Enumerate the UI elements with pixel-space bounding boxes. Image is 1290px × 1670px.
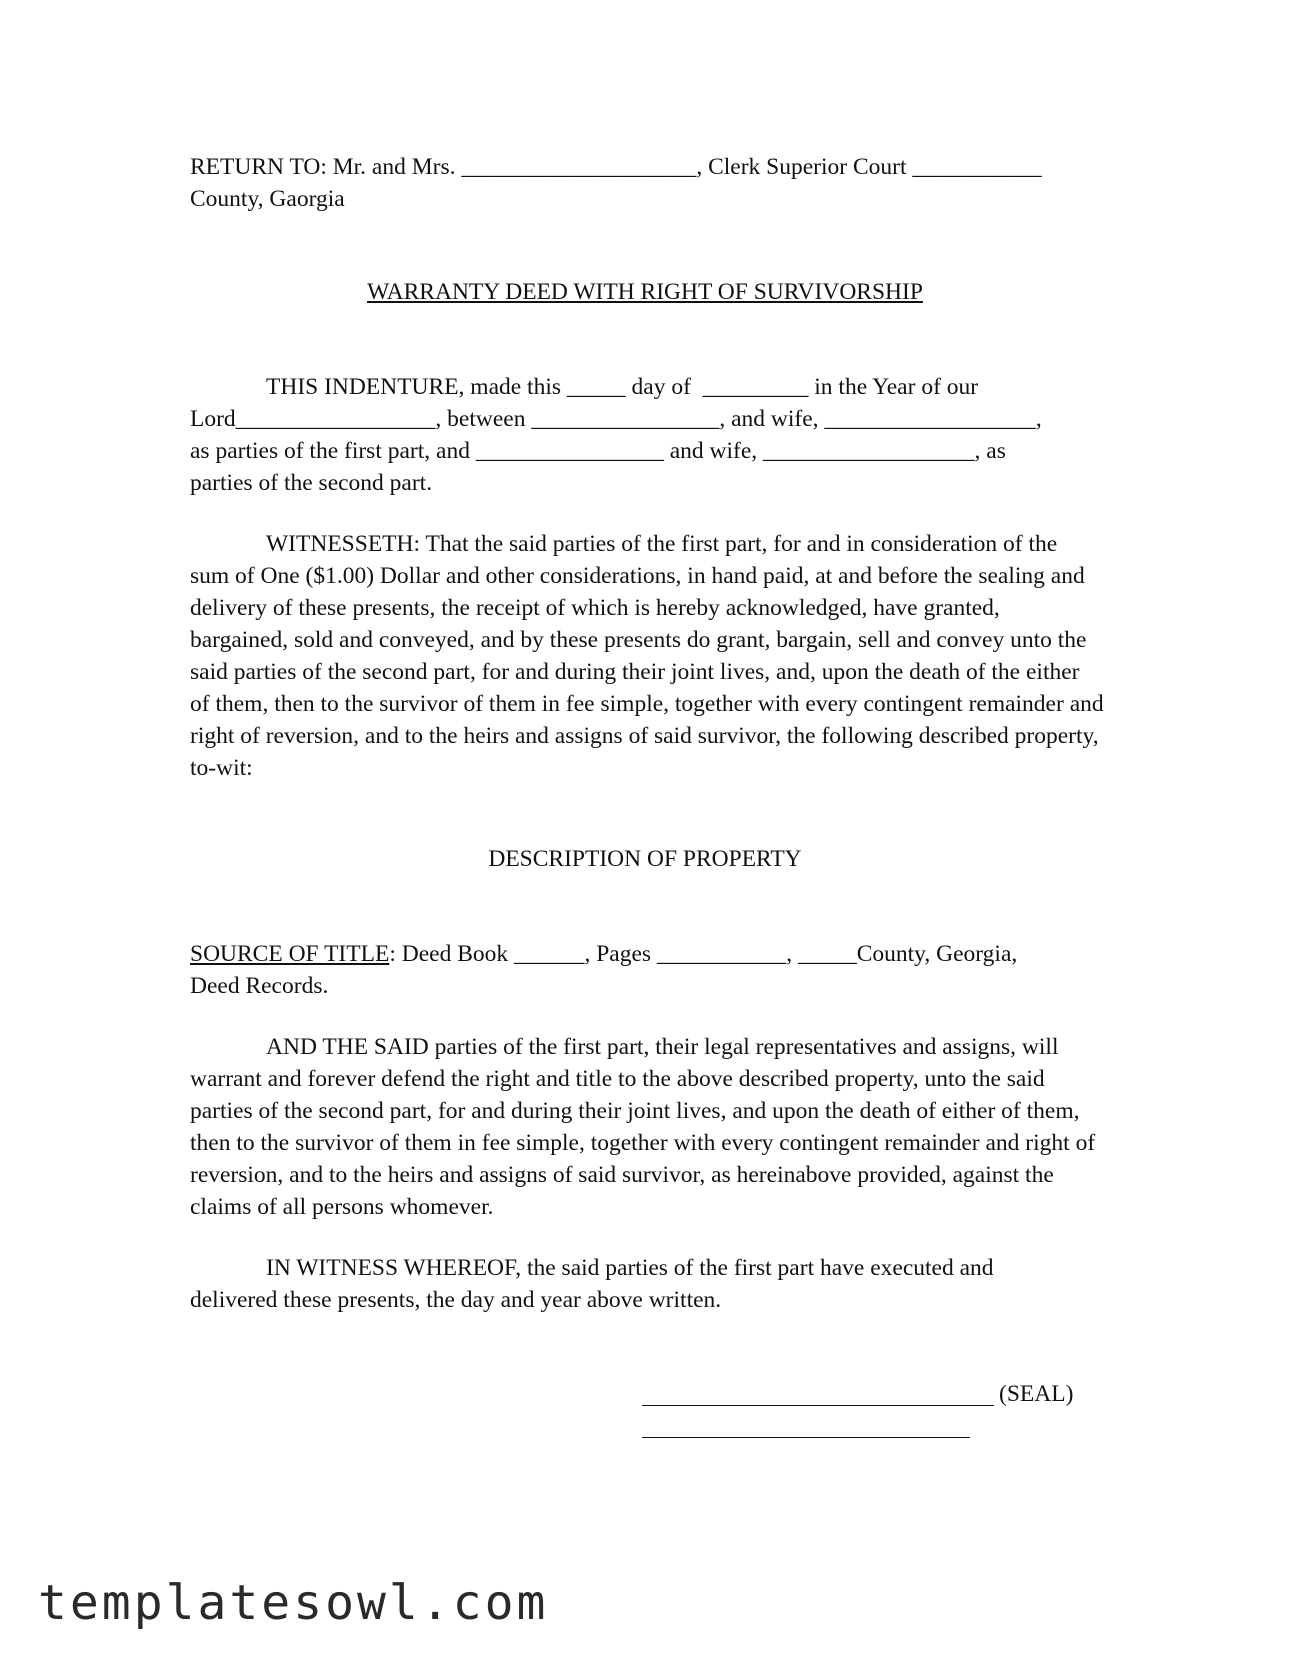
warranty-line: parties of the second part, for and during their joint lives, and upon the death of either of them,	[190, 1098, 1080, 1124]
in-witness-line: delivered these presents, the day and year above written.	[190, 1287, 722, 1313]
signature-line-2	[642, 1437, 970, 1438]
return-to-line-2: County, Gaorgia	[190, 186, 345, 212]
document-title: WARRANTY DEED WITH RIGHT OF SURVIVORSHIP	[367, 279, 923, 305]
witnesseth-line: WITNESSETH: That the said parties of the first part, for and in consideration of the	[266, 531, 1058, 557]
description-heading: DESCRIPTION OF PROPERTY	[488, 846, 802, 872]
source-of-title-line-2: Deed Records.	[190, 973, 329, 999]
witnesseth-line: bargained, sold and conveyed, and by these presents do grant, bargain, sell and convey unto the	[190, 627, 1087, 653]
templatesowl-watermark: templatesowl.com	[38, 1575, 549, 1631]
witnesseth-line: sum of One ($1.00) Dollar and other considerations, in hand paid, at and before the sealing and	[190, 563, 1085, 589]
source-of-title-text: : Deed Book ______, Pages ___________, _____County, Georgia,	[389, 941, 1018, 967]
in-witness-line: IN WITNESS WHEREOF, the said parties of the first part have executed and	[266, 1255, 994, 1281]
source-of-title-label: SOURCE OF TITLE	[190, 941, 390, 967]
indenture-line: THIS INDENTURE, made this _____ day of _________ in the Year of our	[266, 374, 979, 400]
witnesseth-line: to-wit:	[190, 755, 253, 781]
warranty-line: claims of all persons whomever.	[190, 1194, 494, 1220]
warranty-line: AND THE SAID parties of the first part, their legal representatives and assigns, will	[266, 1034, 1059, 1060]
warranty-line: reversion, and to the heirs and assigns of said survivor, as hereinabove provided, against the	[190, 1162, 1054, 1188]
warranty-line: then to the survivor of them in fee simple, together with every contingent remainder and right of	[190, 1130, 1096, 1156]
indenture-line: parties of the second part.	[190, 470, 433, 496]
witnesseth-line: delivery of these presents, the receipt of which is hereby acknowledged, have granted,	[190, 595, 1000, 621]
witnesseth-line: right of reversion, and to the heirs and assigns of said survivor, the following described property,	[190, 723, 1099, 749]
warranty-line: warrant and forever defend the right and title to the above described property, unto the said	[190, 1066, 1045, 1092]
return-to-line-1: RETURN TO: Mr. and Mrs. ____________________, Clerk Superior Court ___________	[190, 154, 1042, 180]
indenture-line: Lord_________________, between ________________, and wife, __________________,	[190, 406, 1042, 432]
signature-line-1	[642, 1405, 994, 1406]
witnesseth-line: said parties of the second part, for and during their joint lives, and, upon the death of the either	[190, 659, 1080, 685]
witnesseth-line: of them, then to the survivor of them in fee simple, together with every contingent remainder and	[190, 691, 1104, 717]
seal-label: (SEAL)	[999, 1381, 1074, 1407]
source-of-title-line-1	[190, 938, 1017, 970]
indenture-line: as parties of the first part, and ________________ and wife, __________________, as	[190, 438, 1006, 464]
